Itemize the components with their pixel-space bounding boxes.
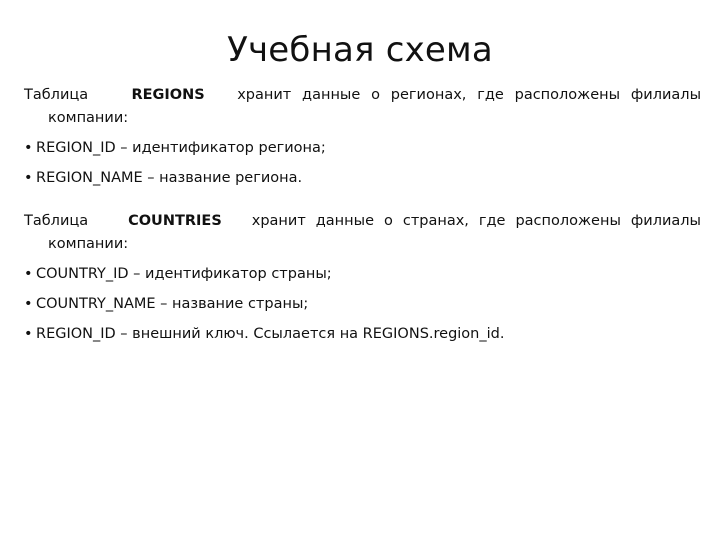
bullet-icon: • <box>24 266 33 282</box>
countries-intro-prefix: Таблица <box>24 213 89 229</box>
regions-intro-prefix: Таблица <box>24 87 89 103</box>
slide-content <box>24 84 701 346</box>
regions-bullet-text: REGION_ID – идентификатор региона; <box>36 140 326 156</box>
countries-intro-suffix: хранит данные о странах, где расположены филиалы компании: <box>48 213 702 252</box>
countries-bullet-text: COUNTRY_ID – идентификатор страны; <box>36 266 332 282</box>
bullet-icon: • <box>24 170 33 186</box>
countries-bullet-item <box>24 263 701 286</box>
countries-bullet-text: COUNTRY_NAME – название страны; <box>36 296 309 312</box>
regions-table-name: REGIONS <box>131 87 205 103</box>
bullet-icon: • <box>24 140 33 156</box>
bullet-icon: • <box>24 326 33 342</box>
regions-bullet-item <box>24 167 701 190</box>
spacer <box>24 190 701 210</box>
countries-bullet-text: REGION_ID – внешний ключ. Ссылается на REGIONS.region_id. <box>36 326 505 342</box>
regions-bullet-item <box>24 137 701 160</box>
countries-table-name: COUNTRIES <box>128 213 222 229</box>
countries-bullet-item <box>24 293 701 316</box>
bullet-icon: • <box>24 296 33 312</box>
countries-bullet-item <box>24 323 701 346</box>
countries-description <box>24 210 701 256</box>
regions-bullet-text: REGION_NAME – название региона. <box>36 170 303 186</box>
regions-description <box>24 84 701 130</box>
regions-intro-suffix: хранит данные о регионах, где расположены филиалы компании: <box>48 87 702 126</box>
slide-title: Учебная схема <box>227 30 493 70</box>
